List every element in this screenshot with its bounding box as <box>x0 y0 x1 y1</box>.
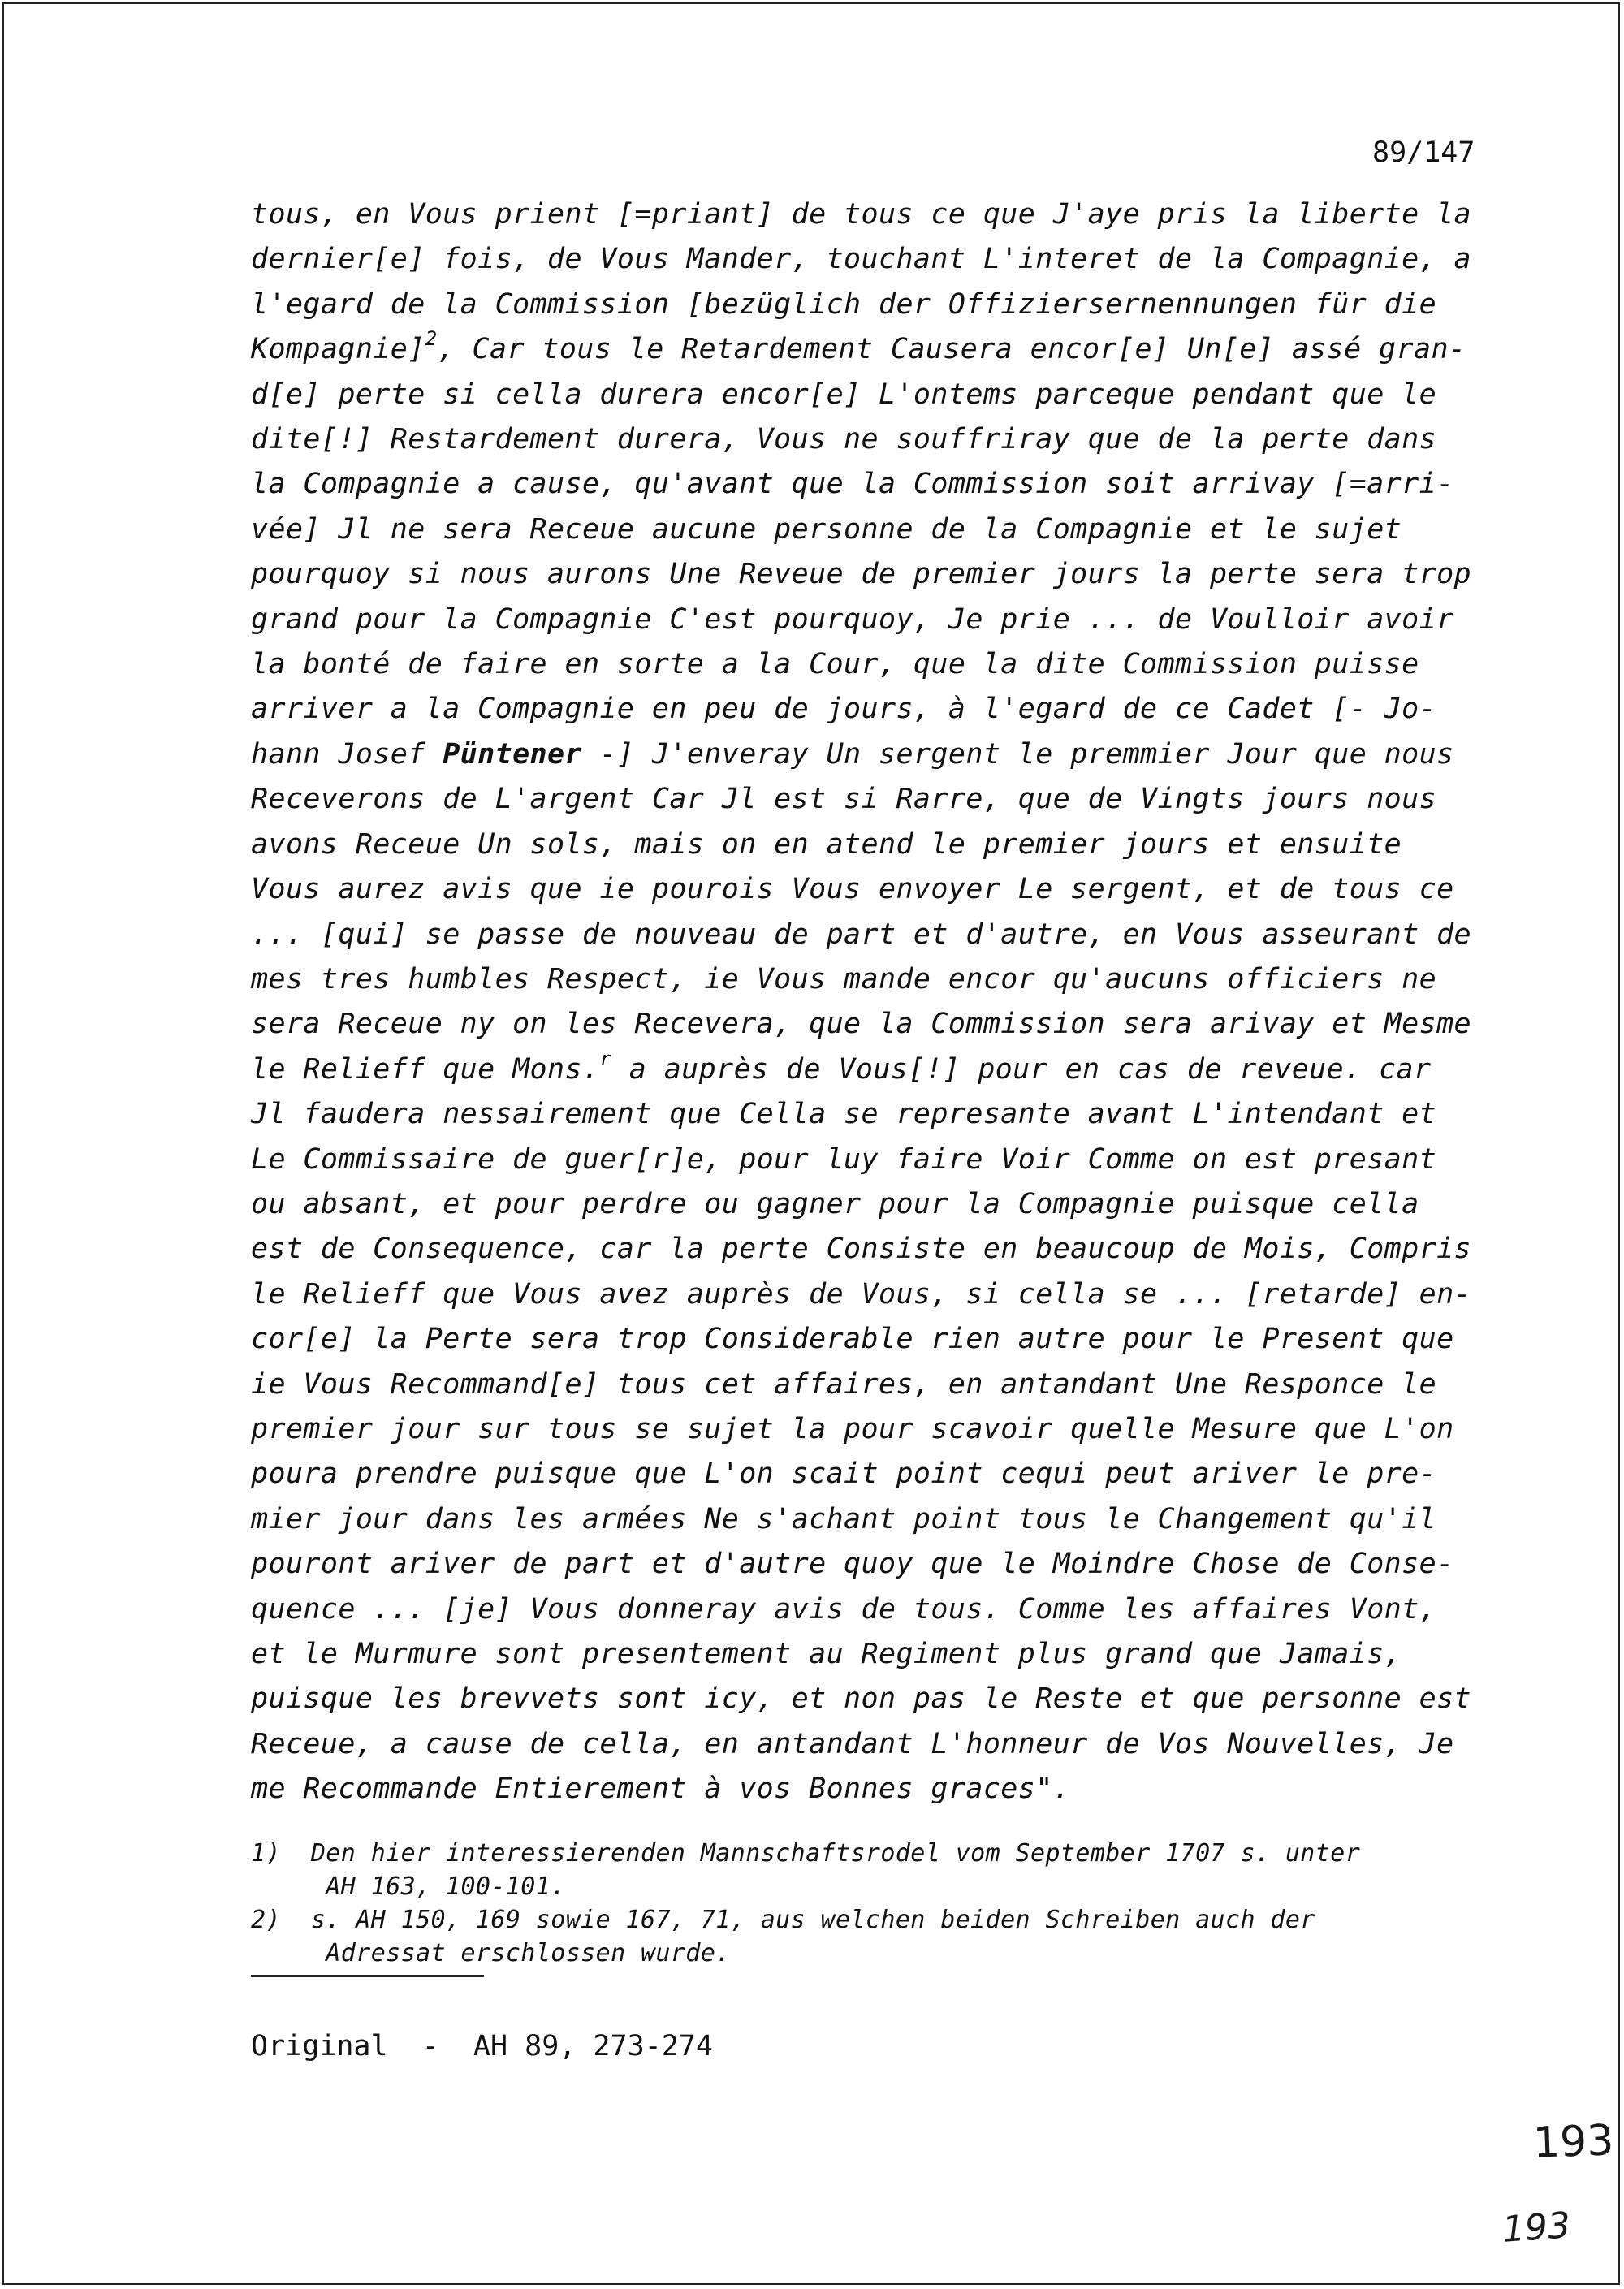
body-line: Vous aurez avis que ie pourois Vous envoyer Le sergent, et de tous ce <box>251 873 1454 906</box>
body-line: et le Murmure sont presentement au Regiment plus grand que Jamais, <box>251 1638 1402 1670</box>
letter-body <box>251 192 1501 1812</box>
body-line: puisque les brevvets sont icy, et non pas le Reste et que personne est <box>251 1682 1472 1716</box>
superscript: r <box>599 1047 612 1070</box>
body-line <box>251 1047 1501 1092</box>
superscript: 2 <box>425 327 438 351</box>
body-line <box>251 732 1501 777</box>
body-line: quence ... [je] Vous donneray avis de tous. Comme les affaires Vont, <box>251 1592 1437 1626</box>
line-segment: -] J'enveray Un sergent le premmier Jour que nous <box>581 737 1454 771</box>
body-line: mier jour dans les armées Ne s'achant point tous le Changement qu'il <box>251 1502 1437 1535</box>
body-line: grand pour la Compagnie C'est pourquoy, Je prie ... de Voulloir avoir <box>251 602 1454 636</box>
body-line: la bonté de faire en sorte a la Cour, que la dite Commission puisse <box>251 648 1419 681</box>
footnotes <box>251 1837 1501 1970</box>
body-line: arriver a la Compagnie en peu de jours, à l'egard de ce Cadet [- Jo- <box>251 693 1437 726</box>
body-line: la Compagnie a cause, qu'avant que la Commission soit arrivay [=arri- <box>251 468 1454 501</box>
body-line: mes tres humbles Respect, ie Vous mande encor qu'aucuns officiers ne <box>251 962 1437 995</box>
handwritten-folio-number: 193 <box>1531 2116 1615 2168</box>
body-line: dernier[e] fois, de Vous Mander, touchant L'interet de la Compagnie, a <box>251 243 1472 276</box>
body-line: l'egard de la Commission [bezüglich der Offiziersernennungen für die <box>251 287 1437 321</box>
body-line: dite[!] Restardement durera, Vous ne souffriray que de la perte dans <box>251 423 1437 456</box>
footnote-divider <box>251 1975 484 1977</box>
body-line: avons Receue Un sols, mais on en atend le premier jours et ensuite <box>251 827 1402 861</box>
line-segment: Kompagnie] <box>251 333 425 366</box>
footnote-line: 1) Den hier interessierenden Mannschaftsrodel vom September 1707 s. unter <box>251 1839 1361 1868</box>
handwritten-folio-number-crossed: 193 <box>1501 2205 1572 2251</box>
body-line: d[e] perte si cella durera encor[e] L'ontems parceque pendant que le <box>251 378 1437 411</box>
body-line: Le Commissaire de guer[r]e, pour luy faire Voir Comme on est presant <box>251 1142 1437 1176</box>
footnote-line: 2) s. AH 150, 169 sowie 167, 71, aus welchen beiden Schreiben auch der <box>251 1906 1315 1934</box>
line-segment: a auprès de Vous[!] pour en cas de reveue. car <box>611 1052 1432 1086</box>
body-line: ou absant, et pour perdre ou gagner pour la Compagnie puisque cella <box>251 1187 1419 1220</box>
footnote-line: AH 163, 100-101. <box>251 1872 566 1901</box>
body-line: cor[e] la Perte sera trop Considerable rien autre pour le Present que <box>251 1323 1454 1356</box>
body-line: Receue, a cause de cella, en antandant L'honneur de Vos Nouvelles, Je <box>251 1727 1454 1760</box>
body-line: le Relieff que Vous avez auprès de Vous, si cella se ... [retarde] en- <box>251 1277 1472 1311</box>
body-line: ie Vous Recommand[e] tous cet affaires, en antandant Une Responce le <box>251 1367 1437 1401</box>
body-line: premier jour sur tous se sujet la pour scavoir quelle Mesure que L'on <box>251 1412 1454 1445</box>
source-citation: Original - AH 89, 273-274 <box>251 2030 713 2062</box>
body-line: est de Consequence, car la perte Consiste en beaucoup de Mois, Compris <box>251 1233 1472 1266</box>
bold-name: Püntener <box>443 737 582 771</box>
body-line: sera Receue ny on les Recevera, que la Commission sera arivay et Mesme <box>251 1008 1472 1041</box>
body-line: me Recommande Entierement à vos Bonnes graces". <box>251 1773 1071 1806</box>
body-line: Jl faudera nessairement que Cella se represante avant L'intendant et <box>251 1098 1437 1131</box>
body-line: vée] Jl ne sera Receue aucune personne de la Compagnie et le sujet <box>251 512 1402 546</box>
page-reference: 89/147 <box>1372 136 1475 169</box>
line-segment: le Relieff que Mons. <box>251 1052 600 1086</box>
body-line: pourquoy si nous aurons Une Reveue de premier jours la perte sera trop <box>251 558 1472 591</box>
body-line: ... [qui] se passe de nouveau de part et d'autre, en Vous asseurant de <box>251 918 1472 951</box>
body-line: poura prendre puisque que L'on scait point cequi peut ariver le pre- <box>251 1458 1437 1491</box>
body-line: pouront ariver de part et d'autre quoy que le Moindre Chose de Conse- <box>251 1548 1454 1581</box>
body-line: tous, en Vous prient [=priant] de tous ce que J'aye pris la liberte la <box>251 198 1472 231</box>
line-segment: , Car tous le Retardement Causera encor[e] Un[e] assé gran- <box>437 333 1466 366</box>
line-segment: hann Josef <box>251 737 443 771</box>
body-line <box>251 327 1501 372</box>
body-line: Receverons de L'argent Car Jl est si Rarre, que de Vingts jours nous <box>251 783 1437 816</box>
footnote-line: Adressat erschlossen wurde. <box>251 1939 731 1967</box>
